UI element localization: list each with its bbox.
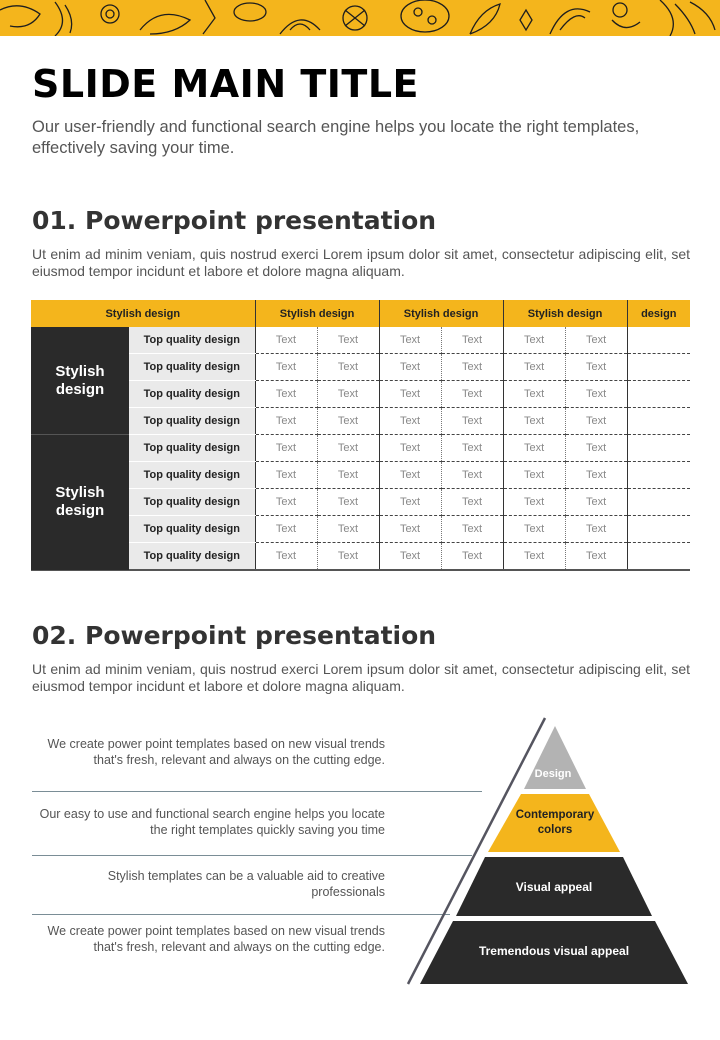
table-cell: Text	[503, 408, 565, 435]
table-cell	[627, 327, 690, 354]
table-cell: Text	[379, 489, 441, 516]
table-cell	[627, 516, 690, 543]
table-cell: Text	[379, 516, 441, 543]
table-body	[31, 327, 690, 570]
section-1-description: Ut enim ad minim veniam, quis nostrud exerci Lorem ipsum dolor sit amet, consectetur adipiscing elit, set eiusmod tempor incidunt et labore et dolore magna aliquam.	[32, 246, 690, 279]
table-cell: Text	[441, 354, 503, 381]
pyramid-label-tremendous: Tremendous visual appeal	[478, 944, 630, 958]
table-cell: Text	[317, 354, 379, 381]
table-row	[31, 516, 690, 543]
table-row	[31, 327, 690, 354]
column-header: Stylish design	[31, 300, 255, 327]
table-cell: Text	[503, 327, 565, 354]
table-cell: Text	[255, 354, 317, 381]
pyramid-description-3: Stylish templates can be a valuable aid to creative professionals	[107, 869, 385, 899]
row-label: Top quality design	[129, 462, 255, 489]
table-cell: Text	[317, 327, 379, 354]
table-cell: Text	[565, 489, 627, 516]
column-header: Stylish design	[503, 300, 627, 327]
divider-line	[32, 914, 450, 915]
table-cell: Text	[255, 489, 317, 516]
table-cell: Text	[255, 408, 317, 435]
table-cell: Text	[255, 516, 317, 543]
table-cell: Text	[255, 435, 317, 462]
table-cell: Text	[317, 516, 379, 543]
table-cell: Text	[255, 327, 317, 354]
table-cell: Text	[503, 435, 565, 462]
table-cell: Text	[317, 408, 379, 435]
table-cell: Text	[317, 543, 379, 571]
data-table	[31, 300, 690, 571]
table-row	[31, 408, 690, 435]
table-row	[31, 381, 690, 408]
table-cell: Text	[255, 462, 317, 489]
row-label: Top quality design	[129, 327, 255, 354]
slide-subtitle: Our user-friendly and functional search engine helps you locate the right templates, effectively saving your time.	[32, 118, 640, 157]
table-cell: Text	[565, 354, 627, 381]
table-row	[31, 435, 690, 462]
pyramid-description-2: Our easy to use and functional search engine helps you locate the right templates quickly saving you time	[39, 807, 385, 837]
table-cell: Text	[441, 543, 503, 571]
table-cell: Text	[565, 381, 627, 408]
table-cell: Text	[441, 381, 503, 408]
table-row	[31, 354, 690, 381]
slide-title: SLIDE MAIN TITLE	[32, 62, 419, 106]
table-cell: Text	[565, 327, 627, 354]
table-cell	[627, 408, 690, 435]
pyramid-label-design: Design	[534, 768, 572, 780]
row-group-label: Stylish design	[31, 435, 129, 571]
table-cell: Text	[379, 354, 441, 381]
table-cell	[627, 543, 690, 571]
table-cell: Text	[565, 408, 627, 435]
decorative-banner	[0, 0, 720, 36]
table-cell: Text	[441, 327, 503, 354]
pyramid-description-1: We create power point templates based on new visual trends that's fresh, relevant and always on the cutting edge.	[47, 737, 385, 767]
table-cell: Text	[255, 381, 317, 408]
table-cell: Text	[317, 462, 379, 489]
section-2-description: Ut enim ad minim veniam, quis nostrud exerci Lorem ipsum dolor sit amet, consectetur adipiscing elit, set eiusmod tempor incidunt et labore et dolore magna aliquam.	[32, 661, 690, 694]
table-cell: Text	[565, 516, 627, 543]
table-cell: Text	[441, 516, 503, 543]
row-label: Top quality design	[129, 435, 255, 462]
table-cell: Text	[503, 489, 565, 516]
row-label: Top quality design	[129, 543, 255, 571]
table-cell: Text	[503, 516, 565, 543]
pyramid-label-contemporary: Contemporary colors	[515, 809, 595, 836]
row-label: Top quality design	[129, 408, 255, 435]
table-row	[31, 462, 690, 489]
table-cell: Text	[317, 435, 379, 462]
column-header: design	[627, 300, 690, 327]
table-cell: Text	[317, 489, 379, 516]
table-cell	[627, 381, 690, 408]
table-cell	[627, 354, 690, 381]
row-label: Top quality design	[129, 381, 255, 408]
table-cell: Text	[503, 381, 565, 408]
table-cell	[627, 462, 690, 489]
table-cell: Text	[565, 462, 627, 489]
table-cell: Text	[379, 327, 441, 354]
table-cell: Text	[441, 435, 503, 462]
pyramid-label-box	[500, 808, 610, 842]
pyramid-description-4: We create power point templates based on new visual trends that's fresh, relevant and always on the cutting edge.	[47, 924, 385, 954]
table-cell: Text	[317, 381, 379, 408]
table-cell: Text	[565, 543, 627, 571]
pyramid-diagram	[400, 712, 700, 987]
row-label: Top quality design	[129, 354, 255, 381]
table-cell: Text	[503, 543, 565, 571]
table-cell: Text	[441, 408, 503, 435]
table-cell: Text	[503, 354, 565, 381]
table-cell: Text	[565, 435, 627, 462]
food-pattern-illustration	[0, 0, 720, 36]
table-cell: Text	[379, 381, 441, 408]
table-cell: Text	[379, 543, 441, 571]
section-1-title: 01. Powerpoint presentation	[32, 206, 437, 235]
section-2-title: 02. Powerpoint presentation	[32, 621, 437, 650]
table-row	[31, 489, 690, 516]
table-cell	[627, 435, 690, 462]
table-cell: Text	[379, 435, 441, 462]
row-label: Top quality design	[129, 516, 255, 543]
table-cell: Text	[379, 408, 441, 435]
table-cell: Text	[379, 462, 441, 489]
row-group-label: Stylish design	[31, 327, 129, 435]
table-header-row	[31, 300, 690, 327]
pyramid-label-visual-appeal: Visual appeal	[515, 880, 593, 894]
table-cell	[627, 489, 690, 516]
table-cell: Text	[255, 543, 317, 571]
table-cell: Text	[441, 462, 503, 489]
row-label: Top quality design	[129, 489, 255, 516]
table-row	[31, 543, 690, 571]
column-header: Stylish design	[379, 300, 503, 327]
table-cell: Text	[441, 489, 503, 516]
column-header: Stylish design	[255, 300, 379, 327]
table-cell: Text	[503, 462, 565, 489]
